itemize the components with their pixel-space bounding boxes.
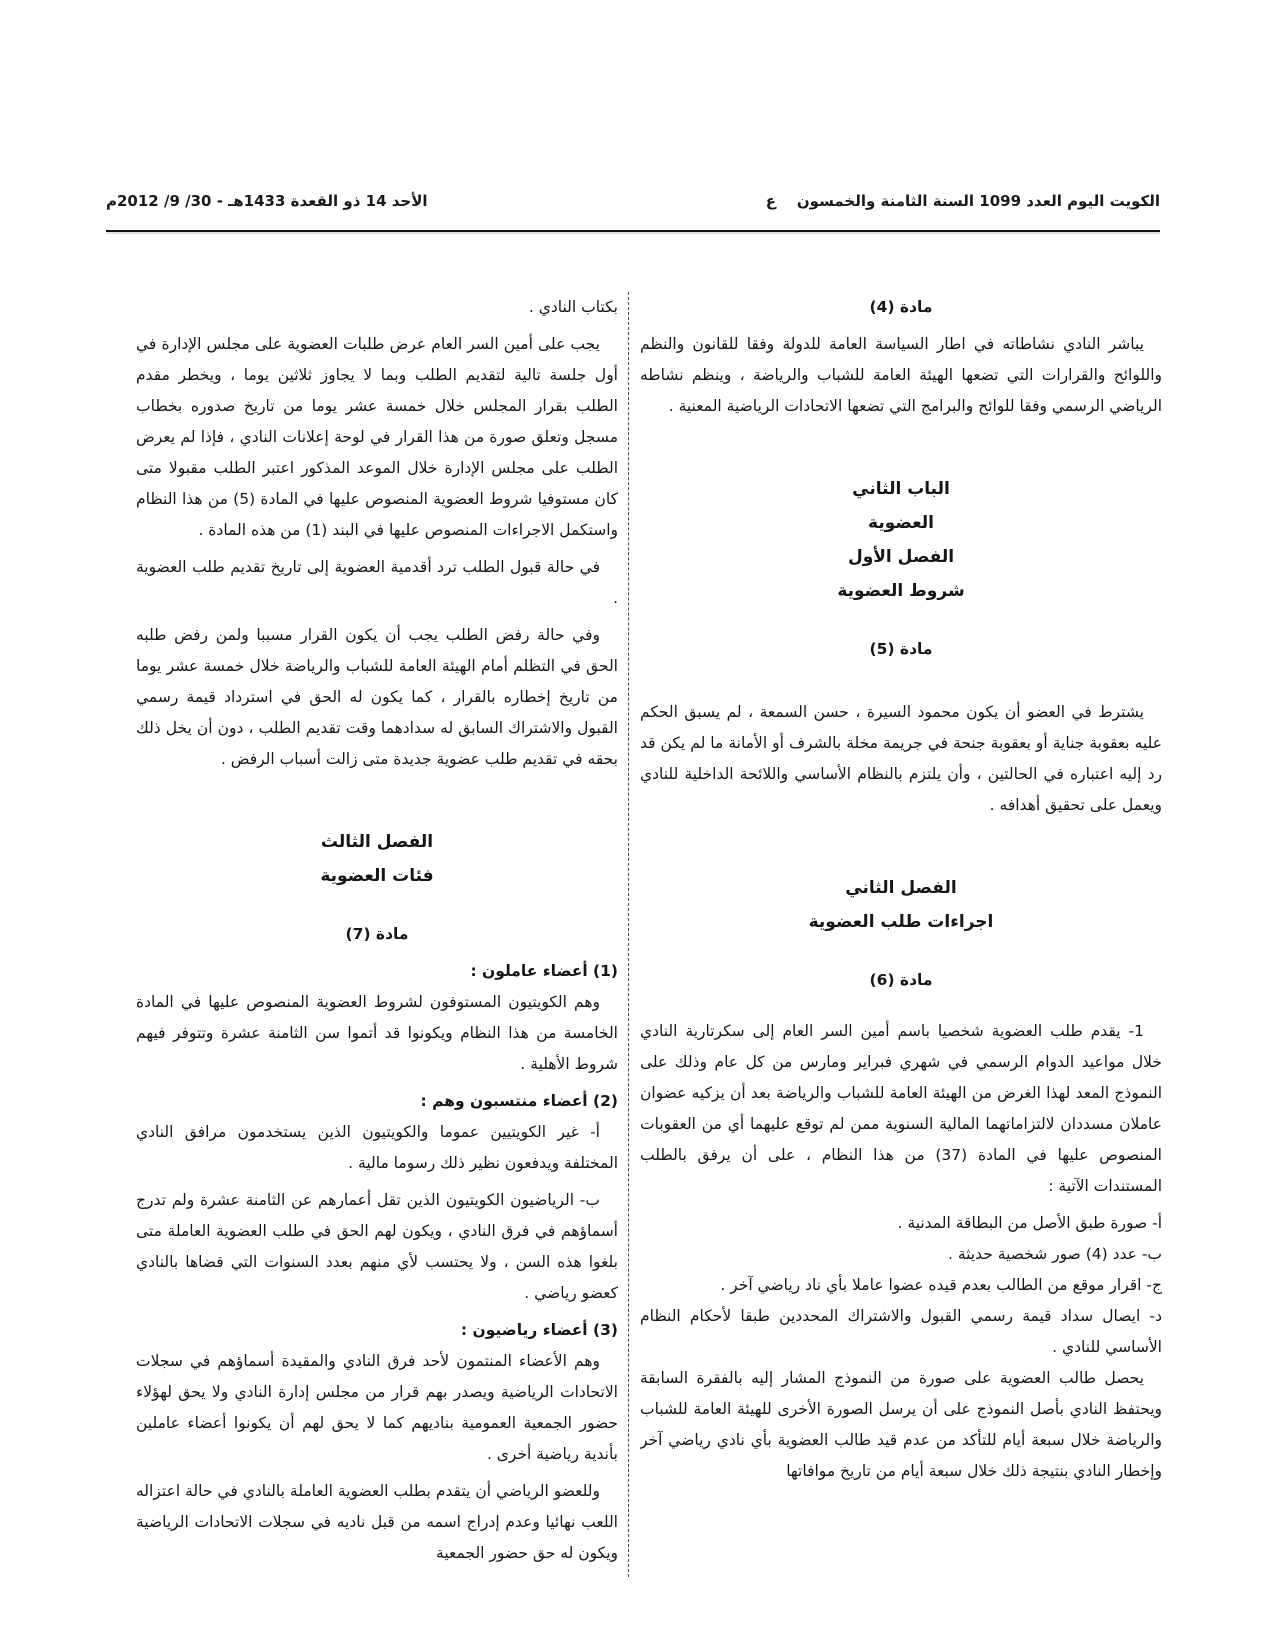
article-6-item-c: ج- اقرار موقع من الطالب بعدم قيده عضوا عاملا بأي ناد رياضي آخر .: [720, 1276, 1162, 1294]
working-members-text: وهم الكويتيون المستوفون لشروط العضوية المنصوص عليها في المادة الخامسة من هذا النظام ويكونوا قد أتموا سن الثامنة عشرة وتتوفر فيهم شروط الأهلية .: [136, 993, 618, 1073]
article-6-item-b: ب- عدد (4) صور شخصية حديثة .: [947, 1245, 1162, 1263]
chapter-2-subtitle: اجراءات طلب العضوية: [808, 912, 994, 932]
article-5-text: يشترط في العضو أن يكون محمود السيرة ، حسن السمعة ، لم يسبق الحكم عليه بعقوبة جناية أو بعقوبة جنحة في جريمة مخلة بالشرف أو الأمانة ما لم يكن قد رد إليه اعتباره في الحالتين ، وأن يلتزم بالنظام الأساسي واللائحة الداخلية للنادي ويعمل على تحقيق أهدافه .: [640, 703, 1162, 814]
working-members-heading: (1) أعضاء عاملون :: [470, 962, 618, 980]
rejection-paragraph: وفي حالة رفض الطلب يجب أن يكون القرار مسببا ولمن رفض طلبه الحق في التظلم أمام الهيئة العامة للشباب والرياضة خلال خمسة عشر يوما من تاريخ إخطاره بالقرار ، كما يكون له الحق في استرداد قيمة رسمي القبول والاشتراك السابق له سدادهما وقت تقديم الطلب ، دون أن يخل ذلك بحقه في تقديم طلب عضوية جديدة متى زالت أسباب الرفض .: [136, 626, 618, 768]
chapter-3-title: الفصل الثالث: [320, 832, 434, 852]
header-date: الأحد 14 ذو القعدة 1433هـ - 30/ 9/ 2012م: [106, 192, 428, 210]
board-review-paragraph: يجب على أمين السر العام عرض طلبات العضوية على مجلس الإدارة في أول جلسة تالية لتقديم الطلب وبما لا يجاوز ثلاثين يوما ، ويخطر مقدم الطلب بقرار المجلس خلال خمسة عشر يوما من تاريخ صدوره بخطاب مسجل وتعلق صورة من هذا القرار في لوحة إعلانات النادي ، فإذا لم يعرض الطلب على مجلس الإدارة خلال الموعد المذكور اعتبر الطلب مقبولا متى كان مستوفيا شروط العضوية المنصوص عليها في المادة (5) من هذا النظام واستكمل الاجراءات المنصوص عليها في البند (1) من هذه المادة .: [136, 335, 618, 539]
part-2-title: الباب الثاني: [852, 479, 950, 499]
chapter-2-title: الفصل الثاني: [845, 878, 957, 898]
left-column: [136, 292, 618, 1577]
chapter-1-subtitle: شروط العضوية: [837, 581, 965, 601]
article-5-title: مادة (5): [869, 640, 933, 658]
page-header: [106, 186, 1160, 220]
continued-text: بكتاب النادي .: [528, 298, 618, 316]
part-2-subtitle: العضوية: [868, 513, 934, 533]
athlete-members-text: وهم الأعضاء المنتمون لأحد فرق النادي والمقيدة أسماؤهم في سجلات الاتحادات الرياضية ويصدر بهم قرار من مجلس إدارة النادي ولا يحق لهؤلاء حضور الجمعية العمومية بناديهم كما لا يحق لهم أن يكونوا أعضاء عاملين بأندية رياضية أخرى .: [136, 1352, 618, 1463]
right-column: [640, 292, 1162, 1577]
article-7-title: مادة (7): [345, 925, 409, 943]
affiliate-members-heading: (2) أعضاء منتسبون وهم :: [420, 1092, 618, 1110]
article-4-text: يباشر النادي نشاطاته في اطار السياسة العامة للدولة وفقا للقانون والنظم واللوائح والقرارات التي تضعها الهيئة العامة للشباب والرياضة ، وينظم نشاطه الرياضي الرسمي وفقا للوائح والبرامج التي تضعها الاتحادات الرياضية المعنية .: [640, 335, 1162, 415]
acceptance-paragraph: في حالة قبول الطلب ترد أقدمية العضوية إلى تاريخ تقديم طلب العضوية .: [136, 558, 618, 607]
article-6-item-d: د- ايصال سداد قيمة رسمي القبول والاشتراك المحددين طبقا لأحكام النظام الأساسي للنادي .: [640, 1307, 1162, 1356]
header-page-marker: ع: [765, 192, 776, 210]
article-6-clause-1: 1- يقدم طلب العضوية شخصيا باسم أمين السر العام إلى سكرتارية النادي خلال مواعيد الدوام الرسمي في شهري فبراير ومارس من كل عام وذلك على النموذج المعد لهذا الغرض من الهيئة العامة للشباب والرياضة بعد أن يزكيه عضوان عاملان مسددان لالتزاماتهما المالية السنوية ممن لم توقع عليهما أي من العقوبات المنصوص عليها في المادة (37) من هذا النظام ، على أن يرفق بالطلب المستندات الآتية :: [640, 1022, 1162, 1195]
affiliate-members-item-b: ب- الرياضيون الكويتيون الذين تقل أعمارهم عن الثامنة عشرة ولم تدرج أسماؤهم في فرق النادي ، ويكون لهم الحق في طلب العضوية العاملة متى بلغوا هذه السن ، ولا يحتسب لأي منهم بعدد السنوات التي قضاها بالنادي كعضو رياضي .: [136, 1191, 618, 1302]
article-6-item-a: أ- صورة طبق الأصل من البطاقة المدنية .: [897, 1214, 1162, 1232]
article-4-title: مادة (4): [869, 298, 933, 316]
article-6-title: مادة (6): [869, 971, 933, 989]
column-divider: [628, 292, 629, 1577]
header-issue-info: [766, 192, 1160, 210]
chapter-1-title: الفصل الأول: [847, 547, 955, 567]
header-publication: الكويت اليوم العدد 1099 السنة الثامنة والخمسون: [796, 192, 1160, 210]
article-6-paragraph-2: يحصل طالب العضوية على صورة من النموذج المشار إليه بالفقرة السابقة ويحتفظ النادي بأصل النموذج على أن يرسل الصورة الأخرى للهيئة العامة للشباب والرياضة خلال سبعة أيام للتأكد من عدم قيد طالب العضوية بأي نادي رياضي آخر وإخطار النادي بنتيجة ذلك خلال سبعة أيام من تاريخ موافاتها: [640, 1369, 1162, 1480]
athlete-members-heading: (3) أعضاء رياضيون :: [460, 1321, 618, 1339]
header-rule: [106, 230, 1160, 232]
athlete-members-text-2: وللعضو الرياضي أن يتقدم بطلب العضوية العاملة بالنادي في حالة اعتزاله اللعب نهائيا وعدم إدراج اسمه من قبل ناديه في سجلات الاتحادات الرياضية ويكون له حق حضور الجمعية: [136, 1482, 618, 1562]
chapter-3-subtitle: فئات العضوية: [320, 866, 434, 886]
affiliate-members-item-a: أ- غير الكويتيين عموما والكويتيون الذين يستخدمون مرافق النادي المختلفة ويدفعون نظير ذلك رسوما مالية .: [136, 1123, 618, 1172]
